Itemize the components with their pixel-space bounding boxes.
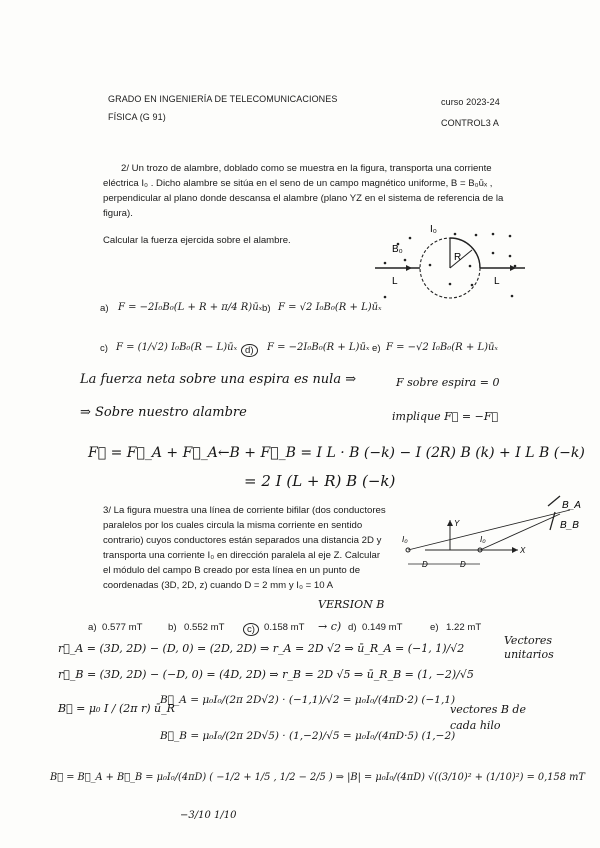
q3-line-2: paralelos por los cuales circula la misma corriente en sentido bbox=[103, 520, 363, 531]
q2-fig-B0: B₀ bbox=[392, 244, 403, 255]
q2-option-e: F = −√2 I₀B₀(R + L)ūₓ bbox=[386, 342, 498, 353]
q2-option-e-label: e) bbox=[372, 343, 381, 354]
q3-hand-rB: r⃗_B = (3D, 2D) − (−D, 0) = (4D, 2D) ⇒ r_B = 2D √5 ⇒ ū_R_B = (1, −2)/√5 bbox=[58, 668, 474, 681]
q3-option-b: 0.552 mT bbox=[184, 622, 225, 633]
q3-fig-D-right: D bbox=[460, 560, 466, 569]
q3-fig-y: Y bbox=[454, 519, 460, 528]
q3-hand-BB: B⃗_B = μ₀I₀/(2π 2D√5) · (1,−2)/√5 = μ₀I₀/(4πD·5) (1,−2) bbox=[160, 730, 456, 742]
q3-fig-x: X bbox=[520, 546, 526, 555]
q3-hand-rA: r⃗_A = (3D, 2D) − (D, 0) = (2D, 2D) ⇒ r_A = 2D √2 ⇒ ū_R_A = (−1, 1)/√2 bbox=[58, 642, 465, 655]
exam-label: CONTROL3 A bbox=[441, 118, 500, 128]
q2-hand-eq-1: F⃗ = F⃗_A + F⃗_A←B + F⃗_B = I L · B (−k) − I (2R) B (k) + I L B (−k) bbox=[88, 445, 585, 461]
q2-line-1: 2/ Un trozo de alambre, doblado como se muestra en la figura, transporta una corriente bbox=[121, 163, 492, 174]
q3-fig-I0-right: I₀ bbox=[480, 535, 486, 544]
q2-option-d: F = −2I₀B₀(R + L)ūₓ bbox=[267, 342, 370, 353]
q2-hand-line-2: ⇒ Sobre nuestro alambre bbox=[80, 405, 247, 420]
q3-option-d-label: d) bbox=[348, 622, 357, 633]
q3-hand-B-def: B⃗ = μ₀ I / (2π r) ū_R bbox=[58, 702, 175, 715]
q3-hand-BA: B⃗_A = μ₀I₀/(2π 2D√2) · (−1,1)/√2 = μ₀I₀/(4πD·2) (−1,1) bbox=[160, 694, 456, 706]
q3-line-1: 3/ La figura muestra una línea de corriente bifilar (dos conductores bbox=[103, 505, 386, 516]
q2-wire-figure bbox=[370, 220, 530, 315]
q2-option-d-circled bbox=[241, 340, 258, 358]
q2-hand-eq-2: = 2 I (L + R) B (−k) bbox=[244, 472, 396, 490]
q2-hand-line-1: La fuerza neta sobre una espira es nula ⇒ bbox=[80, 372, 357, 387]
q3-option-c-label: c) bbox=[243, 623, 259, 636]
q3-option-a-label: a) bbox=[88, 622, 97, 633]
q3-option-b-label: b) bbox=[168, 622, 177, 633]
q3-bifilar-figure bbox=[400, 492, 590, 576]
q3-line-4: transporta una corriente I₀ en dirección paralela al eje Z. Calcular bbox=[103, 550, 381, 561]
subject: FÍSICA (G 91) bbox=[108, 112, 166, 122]
q2-line-3: perpendicular al plano donde descansa el alambre (plano YZ en el sistema de referencia de la bbox=[103, 193, 504, 204]
q2-hand-line-2-right: implique F⃗ = −F⃗ bbox=[392, 410, 499, 423]
q2-option-b: F = √2 I₀B₀(R + L)ūₓ bbox=[278, 302, 382, 313]
q2-fig-R: R bbox=[454, 252, 462, 263]
q3-version-option: → c) bbox=[318, 620, 342, 633]
q3-hand-vB-note: vectores B de cada hilo bbox=[450, 703, 526, 732]
q3-hand-bottom: −3/10 1/10 bbox=[180, 810, 237, 821]
q3-line-5: el módulo del campo B creado por esta línea en un punto de bbox=[103, 565, 361, 576]
q2-option-d-label: d) bbox=[241, 344, 258, 357]
q2-line-2: eléctrica I₀ . Dicho alambre se sitúa en el seno de un campo magnético uniforme, B = B₀ūₓ , bbox=[103, 178, 493, 189]
q3-hand-Btot: B⃗ = B⃗_A + B⃗_B = μ₀I₀/(4πD) ( −1/2 + 1/5 , 1/2 − 2/5 ) ⇒ |B| = μ₀I₀/(4πD) √((3/10)² + (1/10)²) = 0,158 mT bbox=[50, 772, 585, 783]
q3-fig-BB: B_B bbox=[560, 520, 579, 531]
q3-fig-BA: B_A bbox=[562, 500, 581, 511]
q2-option-a-label: a) bbox=[100, 303, 109, 314]
q3-line-3: contrario) cuyos conductores están separados una distancia 2D y bbox=[103, 535, 382, 546]
q3-option-e-label: e) bbox=[430, 622, 439, 633]
q2-hand-line-1-right: F sobre espira = 0 bbox=[396, 376, 500, 389]
degree-title: GRADO EN INGENIERÍA DE TELECOMUNICACIONES bbox=[108, 94, 338, 104]
q3-option-e: 1.22 mT bbox=[446, 622, 482, 633]
q2-question: Calcular la fuerza ejercida sobre el alambre. bbox=[103, 235, 291, 246]
q3-fig-I0-left: I₀ bbox=[402, 535, 408, 544]
q2-fig-I0: I₀ bbox=[430, 224, 437, 235]
q2-fig-L-right: L bbox=[494, 276, 500, 287]
q2-option-c-label: c) bbox=[100, 343, 108, 354]
course-year: curso 2023-24 bbox=[441, 97, 500, 107]
q3-option-d: 0.149 mT bbox=[362, 622, 403, 633]
q2-option-b-label: b) bbox=[262, 303, 271, 314]
q3-line-6: coordenadas (3D, 2D, z) cuando D = 2 mm y I₀ = 10 A bbox=[103, 580, 334, 591]
q3-hand-vect-note: Vectores unitarios bbox=[504, 634, 554, 661]
q3-option-c-circled bbox=[243, 619, 259, 637]
q3-option-a: 0.577 mT bbox=[102, 622, 143, 633]
q2-fig-L-left: L bbox=[392, 276, 398, 287]
q2-option-c: F = (1/√2) I₀B₀(R − L)ūₓ bbox=[116, 342, 238, 353]
q3-option-c: 0.158 mT bbox=[264, 622, 305, 633]
q2-line-4: figura). bbox=[103, 208, 133, 219]
q2-option-a: F = −2I₀B₀(L + R + π/4 R)ūₓ bbox=[118, 302, 263, 313]
q3-fig-D-left: D bbox=[422, 560, 428, 569]
q3-version: VERSION B bbox=[318, 598, 385, 611]
